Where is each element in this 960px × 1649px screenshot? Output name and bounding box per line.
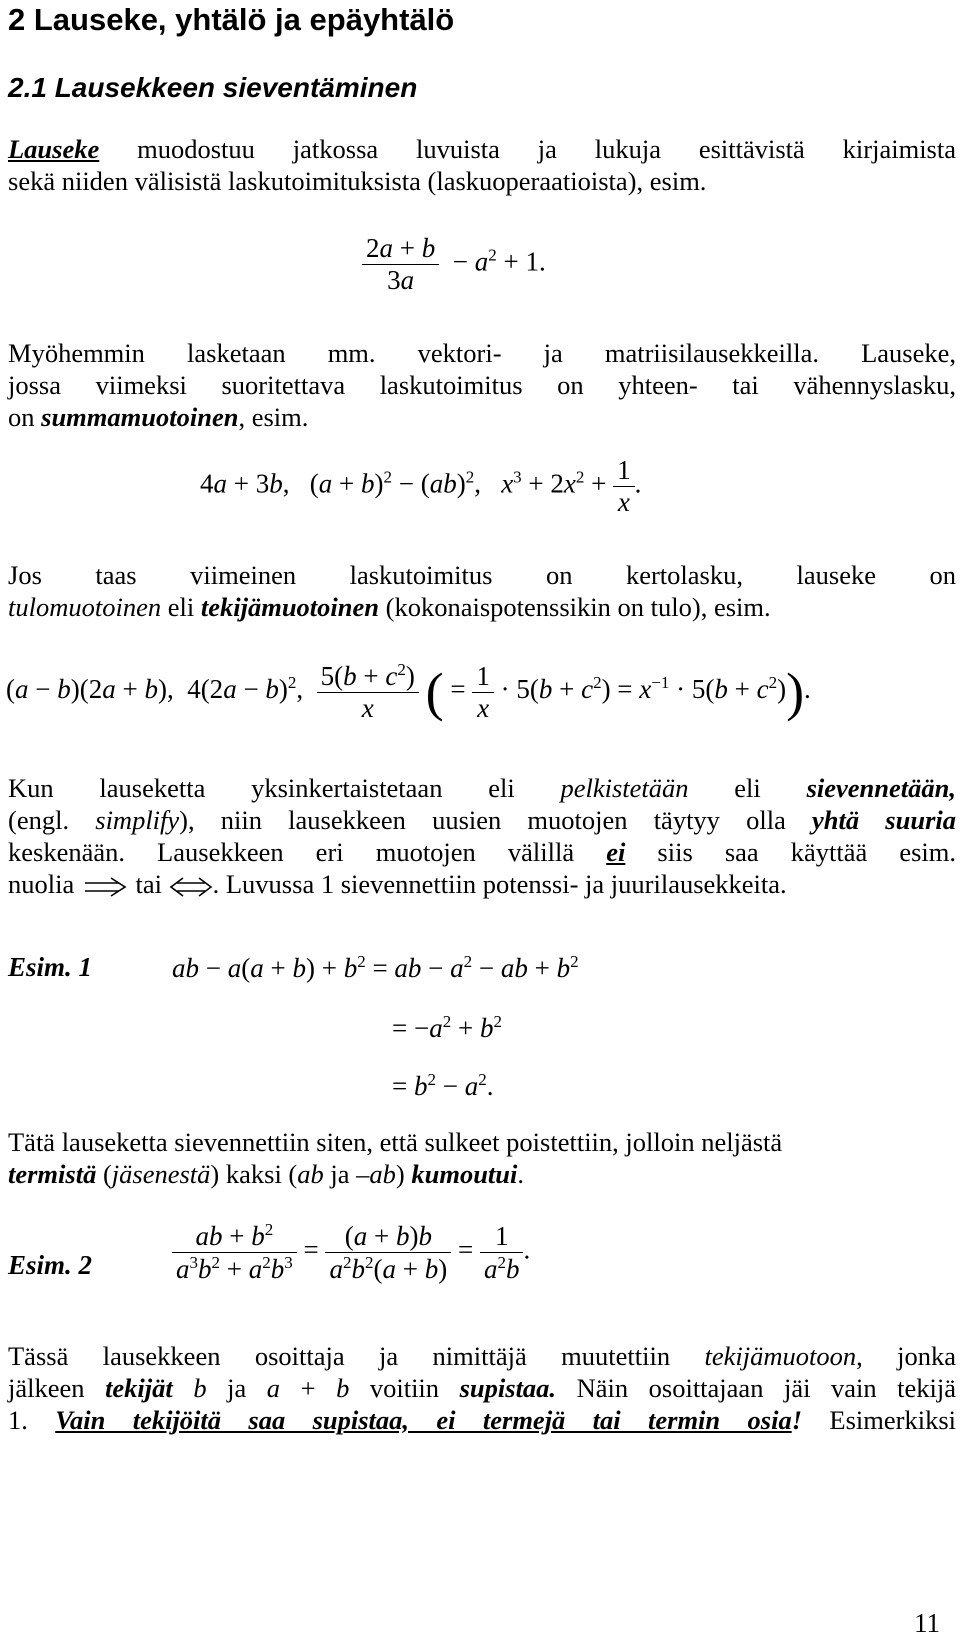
term-tekijat: tekijät [105,1373,173,1403]
paragraph-line: sekä niiden välisistä laskutoimituksista (laskuoperaatioista), esim. [8,166,707,196]
equivalence-arrow-icon [169,876,213,898]
text: nuolia [8,869,75,899]
example-1-line-1: ab − $a(a + b) + b^2$ = ab − $a^2$ − ab + $b^2$ [172,952,579,983]
text: Esimerkiksi [802,1405,956,1435]
text: keskenään. Lausekkeen eri muotojen välillä [8,837,607,867]
text: ) [395,1159,412,1189]
rule-emphasis: Vain tekijöitä saa supistaa, ei termejä tai termin osia [55,1405,792,1435]
paragraph-line [8,1158,956,1190]
implies-arrow-icon [81,876,129,898]
text: muodostuu jatkossa luvuista ja lukuja esittävistä kirjaimista [99,134,956,164]
text: Kun lauseketta yksinkertaistetaan eli [8,773,561,803]
text: . Luvussa 1 sievennettiin potenssi- ja juurilausekkeita. [212,869,787,899]
example-2-label: Esim. 2 [8,1250,93,1280]
example-1-line-3: = $b^2 - a^2$. [392,1070,494,1101]
paragraph-line [8,1340,956,1372]
text: ja [323,1159,357,1189]
math-ab: ab [297,1159,324,1189]
text: Näin osoittajaan jäi vain tekijä [556,1373,957,1403]
text: , esim. [238,402,309,432]
text: ) kaksi ( [210,1159,298,1189]
text: jälkeen [8,1373,106,1403]
term-tekijamuotoon: tekijämuotoon [704,1341,857,1371]
term-termista: termistä [8,1159,97,1189]
paragraph-line [8,1404,956,1436]
text: 1. [8,1405,56,1435]
text: siis saa käyttää esim. [625,837,957,867]
example-1-label: Esim. 1 [8,952,93,982]
formula-sum-examples: 4a + 3b, $(a + b)^2 - (ab)^2$, $x^3 + 2x^2$ + $\frac{1}{x}$ . [200,455,642,517]
term-summamuotoinen: summamuotoinen [41,402,239,432]
term-pelkistetaan: pelkistetään [560,773,689,803]
text: eli [688,773,807,803]
paragraph-line [8,591,956,623]
text: , jonka [856,1341,957,1371]
paragraph-sum-form [8,337,956,433]
text: (kokonaispotenssikin on tulo), esim. [379,592,771,622]
text: tai [135,869,162,899]
term-yhta-suuria: yhtä suuria [812,805,956,835]
paragraph-line: jälkeen tekijät b ja a + b voitiin supistaa. Näin osoittajaan jäi vain tekijä [8,1373,957,1403]
paragraph-line: jossa viimeksi suoritettava laskutoimitus on yhteen- tai vähennyslasku, [8,370,956,400]
text: Tässä lausekkeen osoittaja ja nimittäjä muutettiin [8,1341,705,1371]
section-heading: 2.1 Lausekkeen sieventäminen [8,72,418,103]
example-1-line-2: = $-a^2 + b^2$ [392,1012,502,1043]
paragraph-line: Tätä lauseketta sievennettiin siten, että sulkeet poistettiin, jolloin neljästä [8,1127,783,1157]
paragraph-line [8,401,956,433]
paragraph-line: Jos taas viimeinen laskutoimitus on kertolasku, lauseke on [8,560,956,590]
text: (engl. [8,805,96,835]
paragraph-line [8,868,956,900]
paragraph-line [8,804,956,836]
paragraph-definition [8,133,956,197]
term-lauseke: Lauseke [8,134,100,164]
term-supistaa: supistaa. [459,1373,557,1403]
term-tekijamuotoinen: tekijämuotoinen [200,592,380,622]
text: ), niin lausekkeen uusien muotojen täytyy olla [179,805,812,835]
text: on [8,402,42,432]
paragraph-line [8,836,956,868]
text: ! [791,1405,803,1435]
paragraph-line: Myöhemmin lasketaan mm. vektori- ja matriisilausekkeilla. Lauseke, [8,338,956,368]
paragraph-product-form [8,559,956,623]
paragraph-line [8,772,956,804]
example-2-formula: $\frac{ab + b^2}{a^3b^2 + a^2b^3}$ = $\frac{(a + b)b}{a^2b^2(a + b)}$ = $\frac{1}{a^2b}$ . [172,1220,530,1285]
text: ( [96,1159,112,1189]
term-jasenesta: jäsenestä [111,1159,211,1189]
formula-product-examples: (a − b)(2a + b), $4(2a - b)^2$, $\frac{5(b + c^2)}{x}$ ( = $\frac{1}{x}$ · $5(b + c^2) = x^{-1} \cdot 5(b + c^2)$). [6,660,811,723]
math-minus-ab: –ab [356,1159,396,1189]
paragraph-explanation-1 [8,1126,956,1190]
term-simplify: simplify [95,805,180,835]
page-number: 11 [914,1608,940,1638]
text: eli [161,592,201,622]
term-tulomuotoinen: tulomuotoinen [8,592,162,622]
text: . [517,1159,525,1189]
term-kumoutui: kumoutui [411,1159,518,1189]
text: voitiin [349,1373,460,1403]
paragraph-simplify [8,772,956,900]
formula-example-1: $\frac{2a + b}{3a}$ − $a^2 + 1$. [362,233,546,296]
paragraph-explanation-2 [8,1340,956,1436]
term-ei: ei [606,837,626,867]
paragraph-line [8,133,956,165]
text: ja [206,1373,267,1403]
term-sievennetaan: sievennetään, [806,773,956,803]
chapter-heading: 2 Lauseke, yhtälö ja epäyhtälö [8,2,455,37]
